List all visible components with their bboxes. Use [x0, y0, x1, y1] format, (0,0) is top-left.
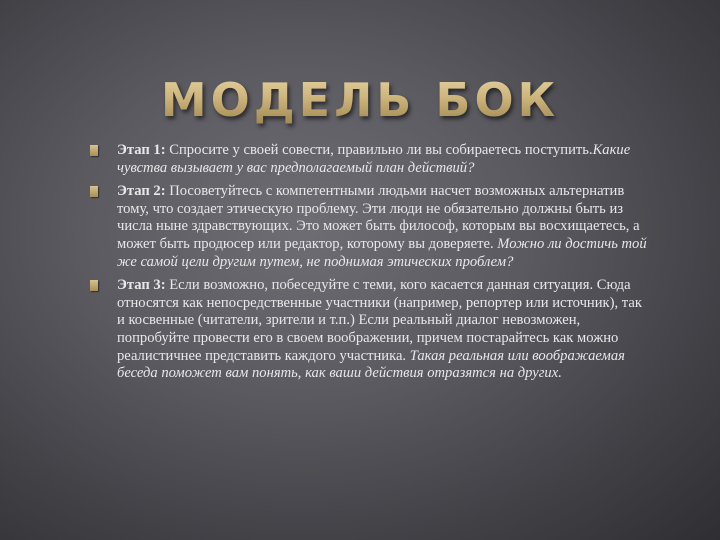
step-text: Посоветуйтесь с компетентными людьми насчет возможных альтернатив тому, что создает этическую проблему. Эти люди не обязательно должны быть из числа ныне здравствующих. Это может быть философ, которым вы восхищаетесь, а может быть продюсер или редактор, которому вы доверяете.	[117, 183, 640, 252]
step-question: Какие чувства вызывает у вас предполагаемый план действий?	[117, 142, 631, 176]
bullet-square-icon	[90, 186, 98, 197]
bullet-square-icon	[90, 280, 98, 291]
step-question: Такая реальная или воображаемая беседа поможет вам понять, как ваши действия отразятся на других.	[117, 347, 625, 382]
step-1	[90, 142, 650, 177]
step-3	[90, 277, 650, 383]
step-question: Можно ли достичь той же самой цели другим путем, не поднимая этических проблем?	[117, 235, 647, 270]
bullet-square-icon	[90, 145, 98, 156]
step-2	[90, 183, 650, 271]
step-label: Этап 1:	[117, 142, 166, 158]
step-label: Этап 2:	[117, 183, 166, 200]
slide-title: МОДЕЛЬ БОК	[0, 72, 720, 128]
step-label: Этап 3:	[117, 277, 166, 294]
step-text: Спросите у своей совести, правильно ли вы собираетесь поступить.	[165, 142, 593, 158]
slide-content	[90, 142, 650, 389]
step-text: Если возможно, побеседуйте с теми, кого касается данная ситуация. Сюда относятся как непосредственные участники (например, репортер или источник), так и косвенные (читатели, зрители и т.п.) Если реальный диалог невозможен, попробуйте провести его в своем воображении, причем постарайтесь как можно реалистичнее представить каждого участника.	[117, 277, 642, 364]
